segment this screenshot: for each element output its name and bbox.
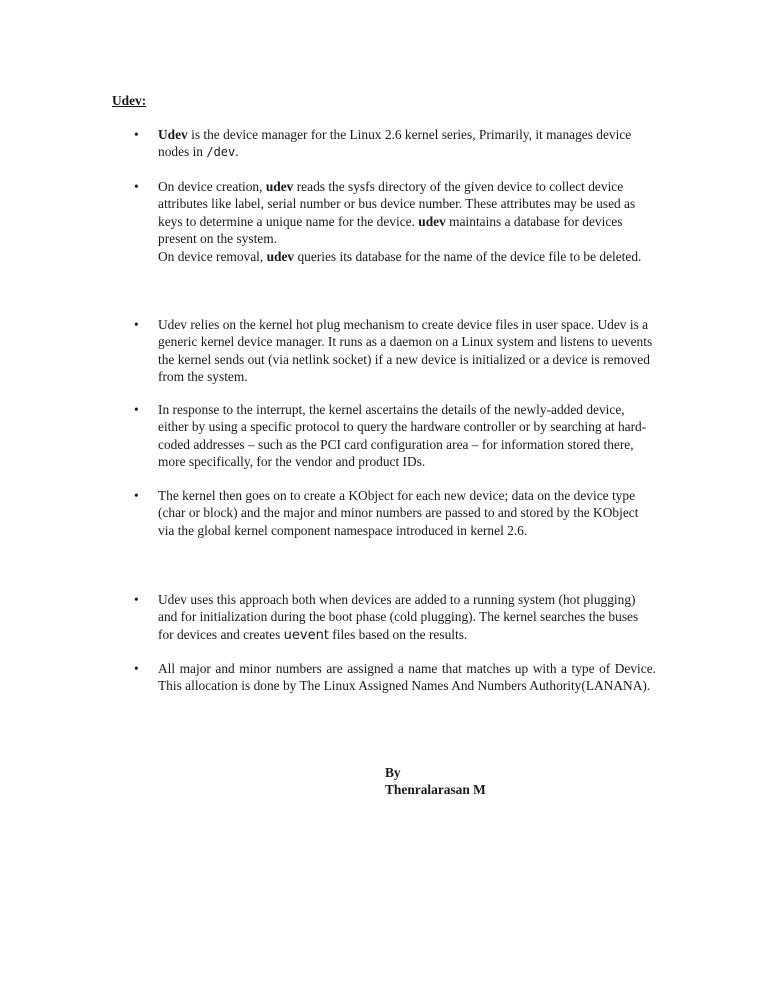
list-item — [134, 591, 656, 644]
list-item — [134, 660, 656, 695]
bullet-text: On device creation, udev reads the sysfs directory of the given device to collect device attributes like label, serial number or bus device number. These attributes may be used as keys to determine a unique name for the device. udev maintains a database for devices present on the system. — [158, 179, 636, 247]
list-item — [134, 316, 656, 386]
byline-by: By — [385, 765, 401, 780]
bullet-text: In response to the interrupt, the kernel ascertains the details of the newly-added device, either by using a specific protocol to query the hardware controller or by searching at hard-coded addresses – such as the PCI card configuration area – for information stored there, more specifically, for the vendor and product IDs. — [158, 402, 647, 470]
bullet-text: On device removal, udev queries its database for the name of the device file to be deleted. — [158, 248, 642, 264]
bullet-icon: • — [134, 317, 139, 332]
bullet-text: Udev uses this approach both when devices are added to a running system (hot plugging) and for initialization during the boot phase (cold plugging). The kernel searches the buses for devices and creates uevent files based on the results. — [158, 592, 639, 643]
byline-author: Thenralarasan M — [385, 782, 486, 798]
byline — [385, 764, 486, 799]
bullet-icon: • — [134, 592, 139, 607]
bullet-text: Udev relies on the kernel hot plug mechanism to create device files in user space. Udev is a generic kernel device manager. It runs as a daemon on a Linux system and listens to uevents the kernel sends out (via netlink socket) if a new device is initialized or a device is removed from the system. — [158, 317, 653, 385]
bullet-icon: • — [134, 127, 139, 142]
page-title: Udev: — [112, 93, 147, 108]
bullet-icon: • — [134, 402, 139, 417]
list-item — [134, 178, 656, 265]
list-item — [134, 126, 656, 162]
code-text: /dev — [206, 145, 236, 160]
code-text: uevent — [283, 627, 329, 643]
bullet-icon: • — [134, 179, 139, 194]
bullet-text: All major and minor numbers are assigned a name that matches up with a type of Device. This allocation is done by The Linux Assigned Names And Numbers Authority(LANANA). — [158, 661, 656, 694]
list-item — [134, 401, 656, 471]
bullet-text: The kernel then goes on to create a KObject for each new device; data on the device type (char or block) and the major and minor numbers are passed to and stored by the KObject via the global kernel component namespace introduced in kernel 2.6. — [158, 488, 639, 538]
list-item — [134, 487, 656, 539]
bullet-icon: • — [134, 661, 139, 676]
bullet-text: Udev is the device manager for the Linux 2.6 kernel series, Primarily, it manages device nodes in /dev. — [158, 127, 632, 160]
bullet-icon: • — [134, 488, 139, 503]
